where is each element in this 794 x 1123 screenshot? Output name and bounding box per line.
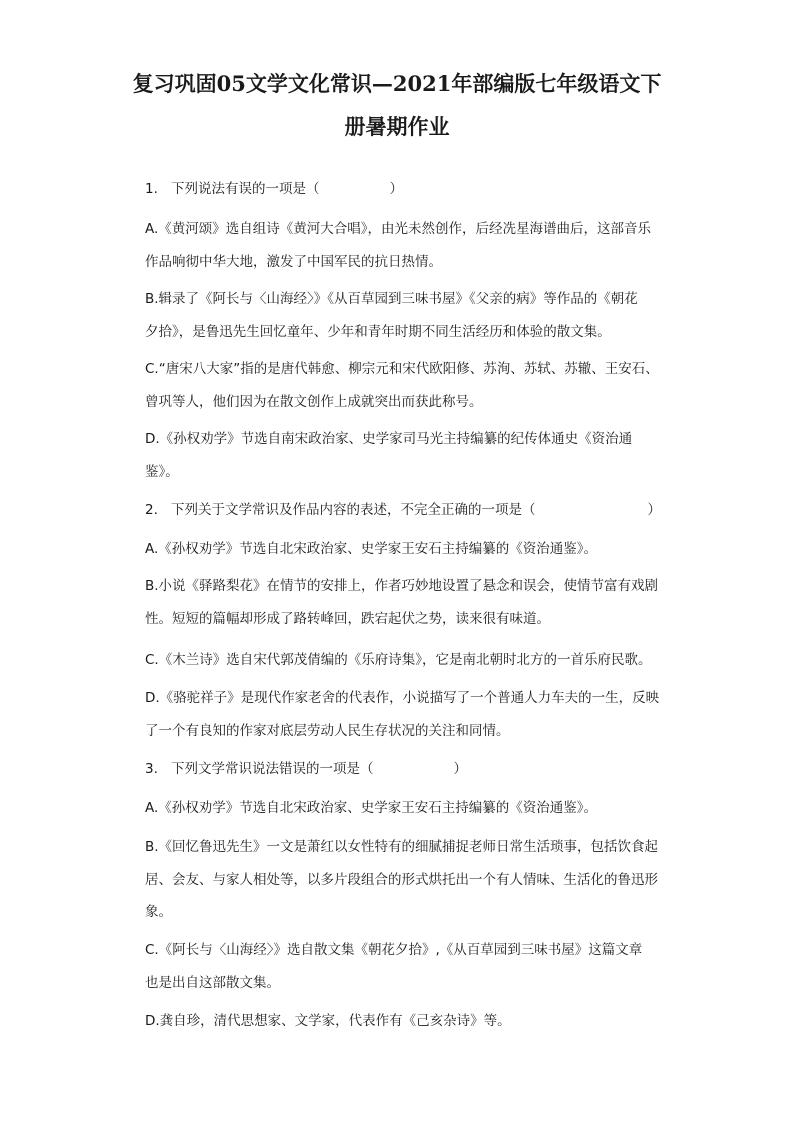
q2-option-d-line2: 了一个有良知的作家对底层劳动人民生存状况的关注和同情。 [145, 723, 510, 739]
q2-option-d-line1: D.《骆驼祥子》是现代作家老舍的代表作，小说描写了一个普通人力车夫的一生，反映 [145, 690, 660, 706]
q1-option-b-line1: B.辑录了《阿长与〈山海经〉》《从百草园到三味书屋》《父亲的病》等作品的《朝花 [145, 291, 638, 307]
q1-option-a-line1: A.《黄河颂》选自组诗《黄河大合唱》，由光未然创作，后经冼星海谱曲后，这部音乐 [145, 221, 652, 237]
q3-option-b-line1: B.《回忆鲁迅先生》一文是萧红以女性特有的细腻捕捉老师日常生活琐事，包括饮食起 [145, 839, 659, 855]
q2-option-c-line1: C.《木兰诗》选自宋代郭茂倩编的《乐府诗集》，它是南北朝时北方的一首乐府民歌。 [145, 652, 652, 668]
q1-option-d-line2: 鉴》。 [145, 464, 179, 480]
q3-option-d-line1: D.龚自珍，清代思想家、文学家，代表作有《己亥杂诗》等。 [145, 1013, 511, 1029]
q2-option-a-line1: A.《孙权劝学》节选自北宋政治家、史学家王安石主持编纂的《资治通鉴》。 [145, 541, 598, 557]
q1-option-c-line2: 曾巩等人，他们因为在散文创作上成就突出而获此称号。 [145, 394, 483, 410]
doc-title-line2: 册暑期作业 [344, 114, 450, 139]
q1-option-a-line2: 作品响彻中华大地，激发了中国军民的抗日热情。 [145, 254, 442, 270]
q1-option-b-line2: 夕拾》，是鲁迅先生回忆童年、少年和青年时期不同生活经历和体验的散文集。 [145, 324, 611, 340]
doc-title-line1: 复习巩固05文学文化常识—2021年部编版七年级语文下 [132, 71, 662, 96]
q1-option-c-line1: C.“唐宋八大家”指的是唐代韩愈、柳宗元和宋代欧阳修、苏洵、苏轼、苏辙、王安石、 [145, 361, 659, 377]
q3-option-b-line2: 居、会友、与家人相处等，以多片段组合的形式烘托出一个有人情味、生活化的鲁迅形 [145, 872, 658, 888]
q2-option-b-line2: 性。短短的篇幅却形成了路转峰回，跌宕起伏之势，读来很有味道。 [145, 611, 550, 627]
q3-option-c-line1: C.《阿长与〈山海经〉》选自散文集《朝花夕拾》,《从百草园到三味书屋》这篇文章 [145, 942, 643, 958]
question-1-stem: 1. 下列说法有误的一项是（ ） [145, 181, 403, 197]
q3-option-c-line2: 也是出自这部散文集。 [145, 975, 280, 991]
q1-option-d-line1: D.《孙权劝学》节选自南宋政治家、史学家司马光主持编纂的纪传体通史《资治通 [145, 431, 633, 447]
q2-option-b-line1: B.小说《驿路梨花》在情节的安排上，作者巧妙地设置了悬念和误会，使情节富有戏剧 [145, 578, 659, 594]
q3-option-b-line3: 象。 [145, 904, 172, 920]
q3-option-a-line1: A.《孙权劝学》节选自北宋政治家、史学家王安石主持编纂的《资治通鉴》。 [145, 800, 598, 816]
question-3-stem: 3. 下列文学常识说法错误的一项是（ ） [145, 761, 467, 777]
question-2-stem: 2. 下列关于文学常识及作品内容的表述，不完全正确的一项是（ ） [145, 502, 661, 518]
